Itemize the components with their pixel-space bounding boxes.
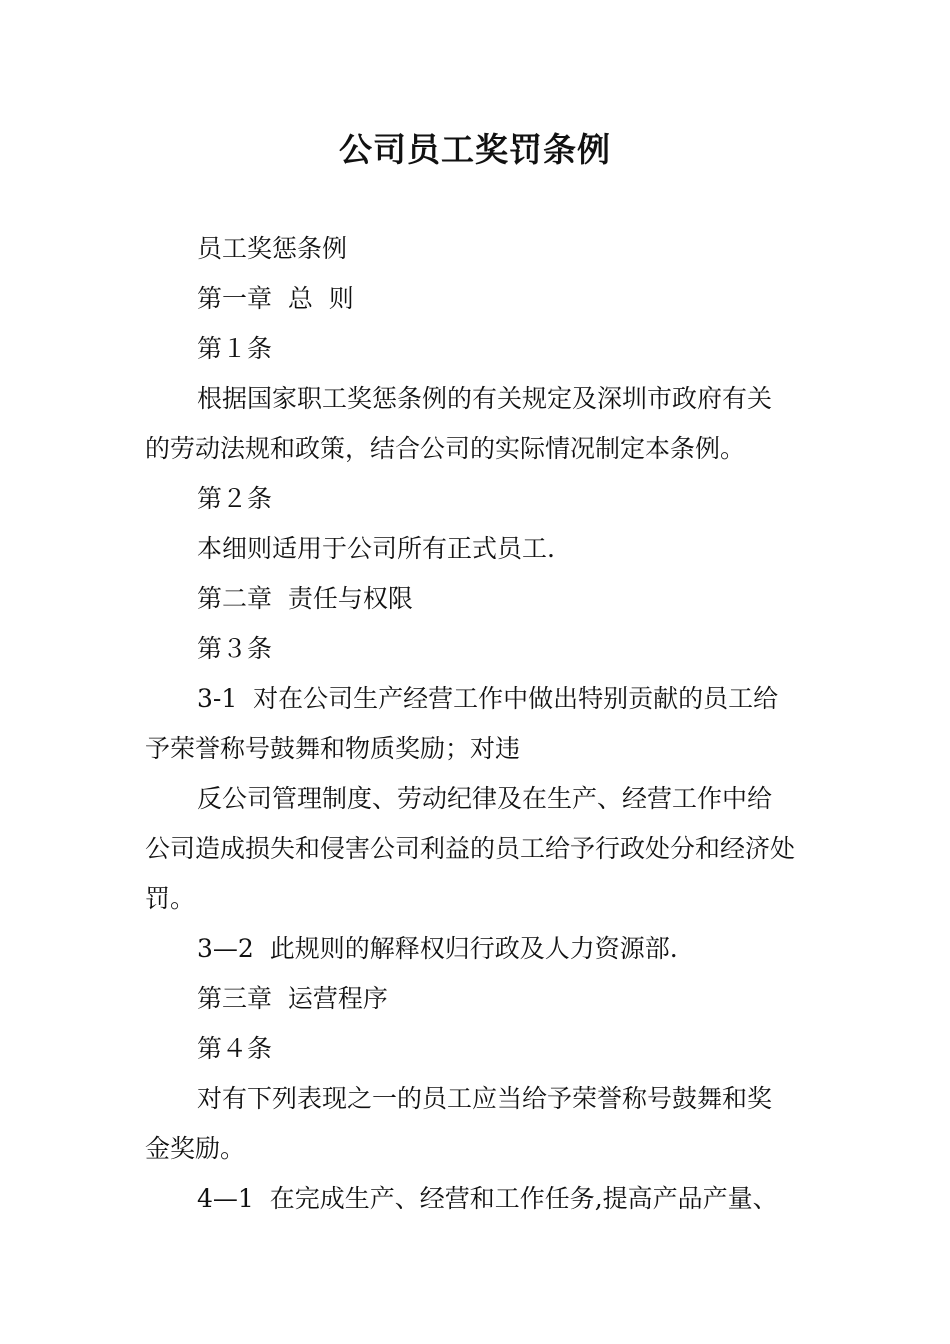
article-heading: 第４条 (197, 1034, 273, 1063)
paragraph: 4—1 在完成生产、经营和工作任务,提高产品产量、 (197, 1184, 778, 1213)
paragraph: 3—2 此规则的解释权归行政及人力资源部. (197, 934, 678, 963)
document-title: 公司员工奖罚条例 (339, 130, 611, 169)
paragraph-heading: 员工奖惩条例 (197, 234, 348, 263)
paragraph: 反公司管理制度、劳动纪律及在生产、经营工作中给公司造成损失和侵害公司利益的员工给予行政处分和经济处罚。 (145, 784, 796, 913)
chapter-heading: 第一章 总 则 (197, 284, 354, 313)
paragraph: 3-1 对在公司生产经营工作中做出特别贡献的员工给予荣誉称号鼓舞和物质奖励；对违 (145, 684, 779, 763)
paragraph: 根据国家职工奖惩条例的有关规定及深圳市政府有关的劳动法规和政策，结合公司的实际情况制定本条例。 (145, 384, 773, 463)
paragraph: 对有下列表现之一的员工应当给予荣誉称号鼓舞和奖金奖励。 (145, 1084, 773, 1163)
chapter-heading: 第三章 运营程序 (197, 984, 388, 1013)
article-heading: 第２条 (197, 484, 273, 513)
document-body (145, 224, 795, 1224)
chapter-heading: 第二章 责任与权限 (197, 584, 413, 613)
article-heading: 第３条 (197, 634, 273, 663)
paragraph: 本细则适用于公司所有正式员工. (197, 534, 555, 563)
article-heading: 第１条 (197, 334, 273, 363)
